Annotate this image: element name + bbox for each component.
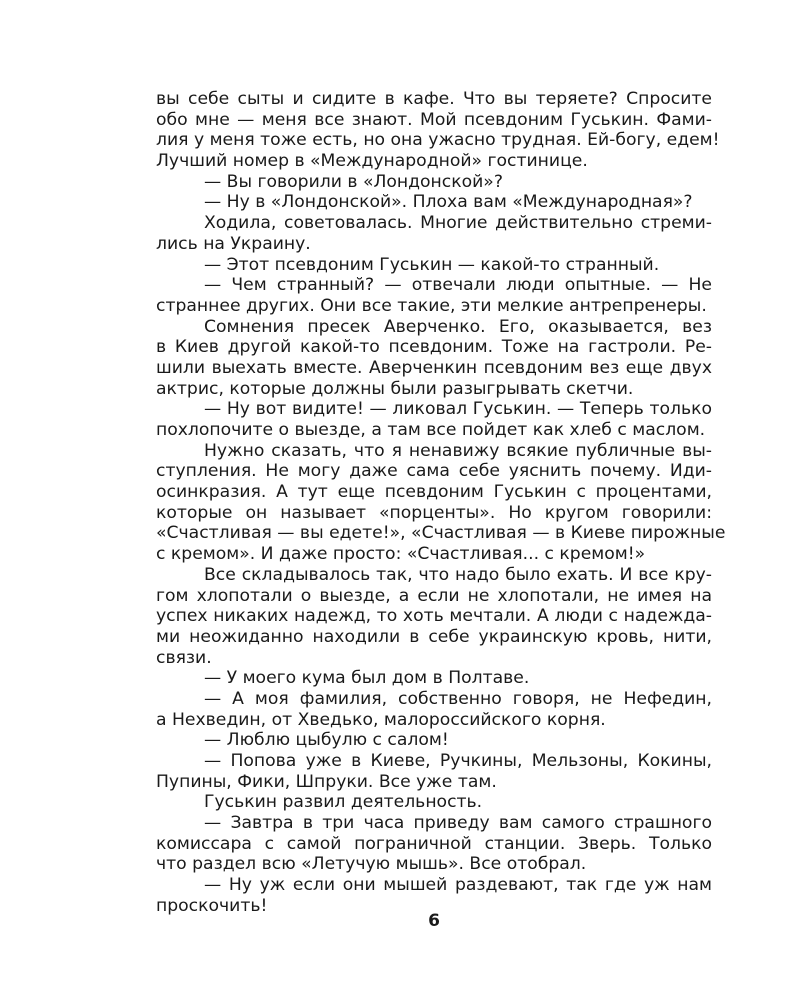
text-line: — Завтра в три часа приведу вам самого страшного bbox=[204, 813, 712, 834]
text-line: — Ну в «Лондонской». Плоха вам «Международная»? bbox=[204, 192, 693, 213]
text-line: Лучший номер в «Международной» гостинице. bbox=[156, 151, 588, 172]
text-line: страннее других. Они все такие, эти мелкие антрепренеры. bbox=[156, 295, 707, 316]
text-line: с кремом». И даже просто: «Счастливая... с кремом!» bbox=[156, 544, 646, 565]
text-line: гом хлопотали о выезде, а если не хлопотали, не имея на bbox=[156, 585, 712, 606]
text-line: проскочить! bbox=[156, 895, 268, 916]
text-line: в Киев другой какой-то псевдоним. Тоже на гастроли. Ре- bbox=[156, 337, 712, 358]
text-line: Гуськин развил деятельность. bbox=[204, 792, 483, 813]
text-line: комиссара с самой пограничной станции. Зверь. Только bbox=[156, 833, 712, 854]
text-line: Нужно сказать, что я ненавижу всякие публичные вы- bbox=[204, 440, 712, 461]
text-line: Ходила, советовалась. Многие действительно стреми- bbox=[204, 213, 712, 234]
page-number: 6 bbox=[428, 911, 440, 931]
text-line: — Ну уж если они мышей раздевают, так где уж нам bbox=[204, 875, 712, 896]
text-line: связи. bbox=[156, 647, 212, 668]
text-line: ступления. Не могу даже сама себе уяснить почему. Иди- bbox=[156, 461, 712, 482]
text-line: — Попова уже в Киеве, Ручкины, Мельзоны, Кокины, bbox=[204, 751, 712, 771]
text-line: Сомнения пресек Аверченко. Его, оказывается, вез bbox=[204, 316, 712, 337]
text-line: осинкразия. А тут еще псевдоним Гуськин с процентами, bbox=[156, 482, 712, 503]
text-line: вы себе сыты и сидите в кафе. Что вы теряете? Спросите bbox=[156, 89, 712, 109]
text-line: обо мне — меня все знают. Мой псевдоним Гуськин. Фами- bbox=[156, 109, 712, 130]
text-line: — Ну вот видите! — ликовал Гуськин. — Теперь только bbox=[204, 399, 712, 420]
text-line: что раздел всю «Летучую мышь». Все отобрал. bbox=[156, 854, 587, 875]
text-line: — А моя фамилия, собственно говоря, не Нефедин, bbox=[204, 688, 712, 709]
text-line: лись на Украину. bbox=[156, 233, 311, 254]
text-line: а Нехведин, от Хведько, малороссийского корня. bbox=[156, 709, 606, 730]
text-line: «Счастливая — вы едете!», «Счастливая — в Киеве пирожные bbox=[156, 523, 726, 544]
text-line: лия у меня тоже есть, но она ужасно трудная. Ей-богу, едем! bbox=[156, 130, 720, 151]
text-line: успех никаких надежд, то хоть мечтали. А люди с надежда- bbox=[156, 606, 712, 627]
text-line: Все складывалось так, что надо было ехать. И все кру- bbox=[204, 564, 712, 585]
body-text bbox=[156, 89, 726, 917]
text-line: Пупины, Фики, Шпруки. Все уже там. bbox=[156, 771, 497, 792]
text-line: ми неожиданно находили в себе украинскую кровь, нити, bbox=[156, 626, 712, 647]
text-line: — Люблю цыбулю с салом! bbox=[204, 730, 449, 751]
text-line: похлопочите о выезде, а там все пойдет как хлеб с маслом. bbox=[156, 420, 706, 440]
text-line: шили выехать вместе. Аверченкин псевдоним вез еще двух bbox=[156, 357, 712, 378]
text-line: — Чем странный? — отвечали люди опытные. — Не bbox=[204, 275, 712, 296]
text-line: — Вы говорили в «Лондонской»? bbox=[204, 171, 503, 192]
text-line: которые он называет «порценты». Но кругом говорили: bbox=[156, 502, 712, 523]
text-line: — Этот псевдоним Гуськин — какой-то странный. bbox=[204, 254, 660, 275]
text-line: актрис, которые должны были разыгрывать скетчи. bbox=[156, 378, 634, 399]
text-line: — У моего кума был дом в Полтаве. bbox=[204, 668, 530, 689]
